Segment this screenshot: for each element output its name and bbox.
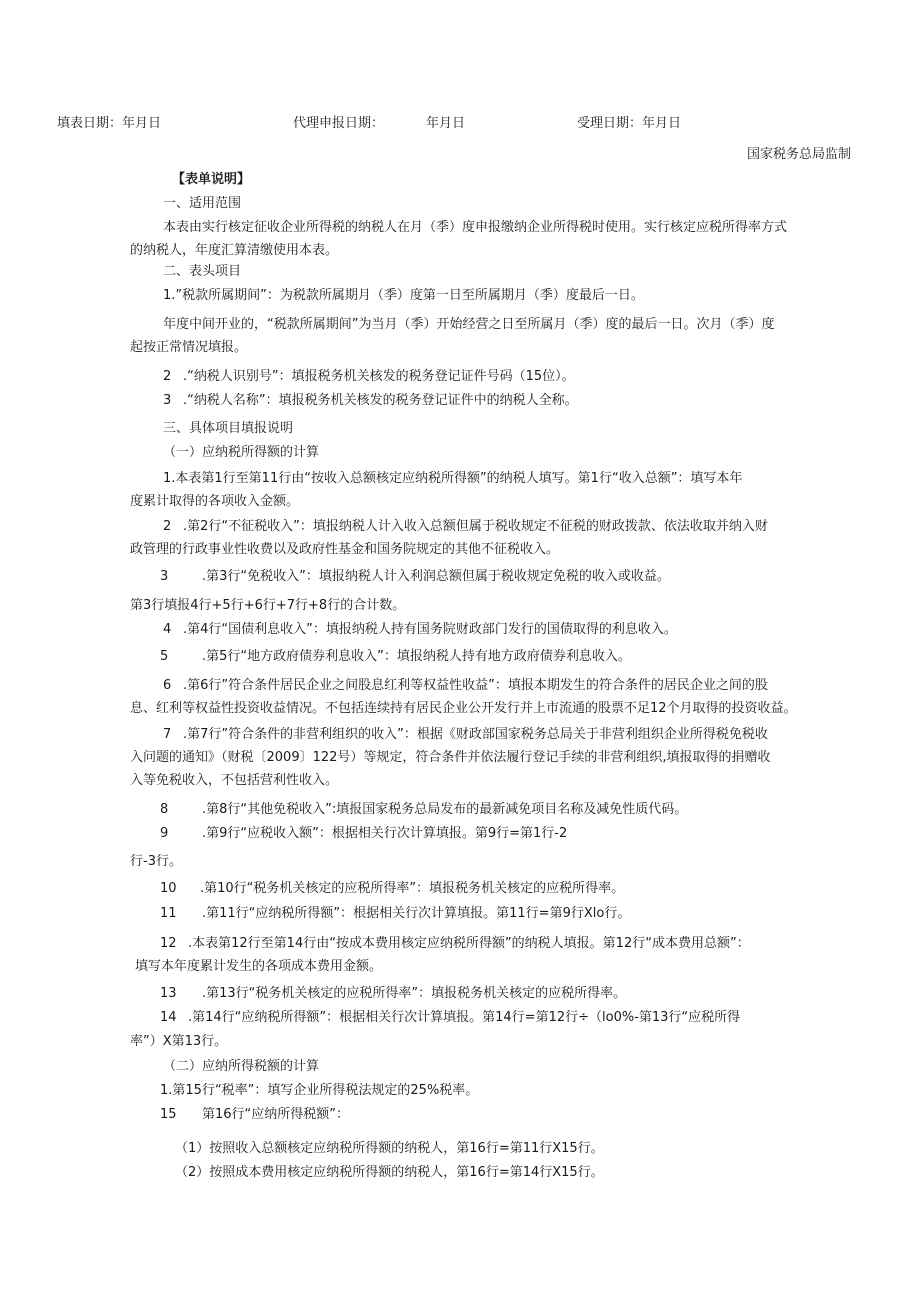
item-11-number: 11: [160, 906, 177, 921]
agent-date-label: 代理申报日期：: [293, 116, 385, 131]
tax-item-4: （2）按照成本费用核定应纳税所得额的纳税人，第16行=第14行X15行。: [175, 1165, 604, 1180]
item-14-text-a: .第14行“应纳税所得额”：根据相关行次计算填报。第14行=第12行÷（lo0%-第13行“应税所得: [188, 1010, 741, 1025]
subsection-1-title: （一）应纳税所得额的计算: [163, 445, 320, 460]
item-14-text-b: 率”）X第13行。: [130, 1034, 228, 1049]
item-2-text-a: .第2行“不征税收入”：填报纳税人计入收入总额但属于税收规定不征税的财政拨款、依法收取并纳入财: [183, 519, 768, 534]
header-item-3: .“纳税人名称”：填报税务机关核发的税务登记证件中的纳税人全称。: [183, 393, 578, 408]
agent-date-value: 年月日: [426, 116, 466, 131]
section-1-text-1: 本表由实行核定征收企业所得税的纳税人在月（季）度申报缴纳企业所得税时使用。实行核定应税所得率方式: [163, 220, 788, 235]
item-8-text: .第8行“其他免税收入”:填报国家税务总局发布的最新减免项目名称及减免性质代码。: [202, 802, 688, 817]
item-9-text-b: 行-3行。: [130, 854, 182, 869]
header-item-1-note-b: 起按正常情况填报。: [130, 340, 248, 355]
accept-date: 受理日期：年月日: [577, 116, 682, 131]
item-12-text-a: .本表第12行至第14行由“按成本费用核定应纳税所得额”的纳税人填报。第12行“成本费用总额”：: [188, 936, 750, 951]
item-12-number: 12: [160, 936, 177, 951]
tax-item-3: （1）按照收入总额核定应纳税所得额的纳税人，第16行=第11行X15行。: [175, 1141, 604, 1156]
supervisor-note: 国家税务总局监制: [747, 147, 852, 162]
item-7-text-a: .第7行”符合条件的非营利组织的收入”：根据《财政部国家税务总局关于非营利组织企业所得税免税收: [183, 727, 768, 742]
item-12-text-b: 填写本年度累计发生的各项成本费用金额。: [135, 959, 383, 974]
tax-item-1: 1.第15行“税率”：填写企业所得税法规定的25%税率。: [160, 1083, 479, 1098]
item-1-text-b: 度累计取得的各项收入金额。: [130, 494, 300, 509]
header-item-2-number: 2: [163, 369, 172, 384]
item-7-number: 7: [163, 727, 172, 742]
item-6-number: 6: [163, 678, 172, 693]
item-14-number: 14: [160, 1010, 177, 1025]
item-4-number: 4: [163, 622, 172, 637]
item-2-text-b: 政管理的行政事业性收费以及政府性基金和国务院规定的其他不征税收入。: [130, 542, 560, 557]
header-item-1-note-a: 年度中间开业的，“税款所属期间”为当月（季）开始经营之日至所属月（季）度的最后一日。次月（季）度: [163, 317, 775, 332]
item-1-text-a: 1.本表第1行至第11行由“按收入总额核定应纳税所得额”的纳税人填写。第1行“收入总额”：填写本年: [163, 471, 743, 486]
section-2-title: 二、表头项目: [163, 264, 242, 279]
item-3-number: 3: [160, 569, 169, 584]
item-3-text-a: .第3行“免税收入”：填报纳税人计入利润总额但属于税收规定免税的收入或收益。: [202, 569, 670, 584]
item-10-number: 10: [160, 881, 177, 896]
item-9-text-a: .第9行“应税收入额”：根据相关行次计算填报。第9行=第1行-2: [202, 826, 568, 841]
form-notes-title: 【表单说明】: [172, 172, 251, 187]
item-10-text: .第10行“税务机关核定的应税所得率”：填报税务机关核定的应税所得率。: [200, 881, 625, 896]
tax-item-2-number: 15: [160, 1107, 177, 1122]
item-7-text-c: 入等免税收入，不包括营利性收入。: [130, 773, 339, 788]
section-1-title: 一、适用范围: [163, 196, 242, 211]
item-2-number: 2: [163, 519, 172, 534]
header-item-1: 1.”税款所属期间”：为税款所属期月（季）度第一日至所属期月（季）度最后一日。: [163, 288, 644, 303]
section-3-title: 三、具体项目填报说明: [163, 421, 294, 436]
item-6-text-a: .第6行”符合条件居民企业之间股息红利等权益性收益”：填报本期发生的符合条件的居民企业之间的股: [183, 678, 768, 693]
item-13-text: .第13行“税务机关核定的应税所得率”：填报税务机关核定的应税所得率。: [202, 986, 627, 1001]
item-5-text: .第5行“地方政府债券利息收入”：填报纳税人持有地方政府债券利息收入。: [202, 649, 631, 664]
header-item-3-number: 3: [163, 393, 172, 408]
item-8-number: 8: [160, 802, 169, 817]
item-7-text-b: 入问题的通知》（财税〔2009〕122号）等规定，符合条件并依法履行登记手续的非营利组织,填报取得的捐赠收: [130, 750, 771, 765]
item-9-number: 9: [160, 826, 169, 841]
item-5-number: 5: [160, 649, 169, 664]
item-6-text-b: 息、红利等权益性投资收益情况。不包括连续持有居民企业公开发行并上市流通的股票不足12个月取得的投资收益。: [130, 701, 797, 716]
subsection-2-title: （二）应纳所得税额的计算: [163, 1059, 320, 1074]
item-13-number: 13: [160, 986, 177, 1001]
item-3-text-b: 第3行填报4行+5行+6行+7行+8行的合计数。: [130, 598, 406, 613]
fill-date: 填表日期：年月日: [57, 116, 162, 131]
header-item-2: .“纳税人识别号”：填报税务机关核发的税务登记证件号码（15位）。: [183, 369, 575, 384]
item-4-text: .第4行“国债利息收入”：填报纳税人持有国务院财政部门发行的国债取得的利息收入。: [183, 622, 677, 637]
item-11-text: .第11行“应纳税所得额”：根据相关行次计算填报。第11行=第9行Xlo行。: [202, 906, 631, 921]
tax-item-2: 第16行“应纳所得税额”：: [202, 1107, 350, 1122]
section-1-text-2: 的纳税人，年度汇算清缴使用本表。: [130, 243, 339, 258]
